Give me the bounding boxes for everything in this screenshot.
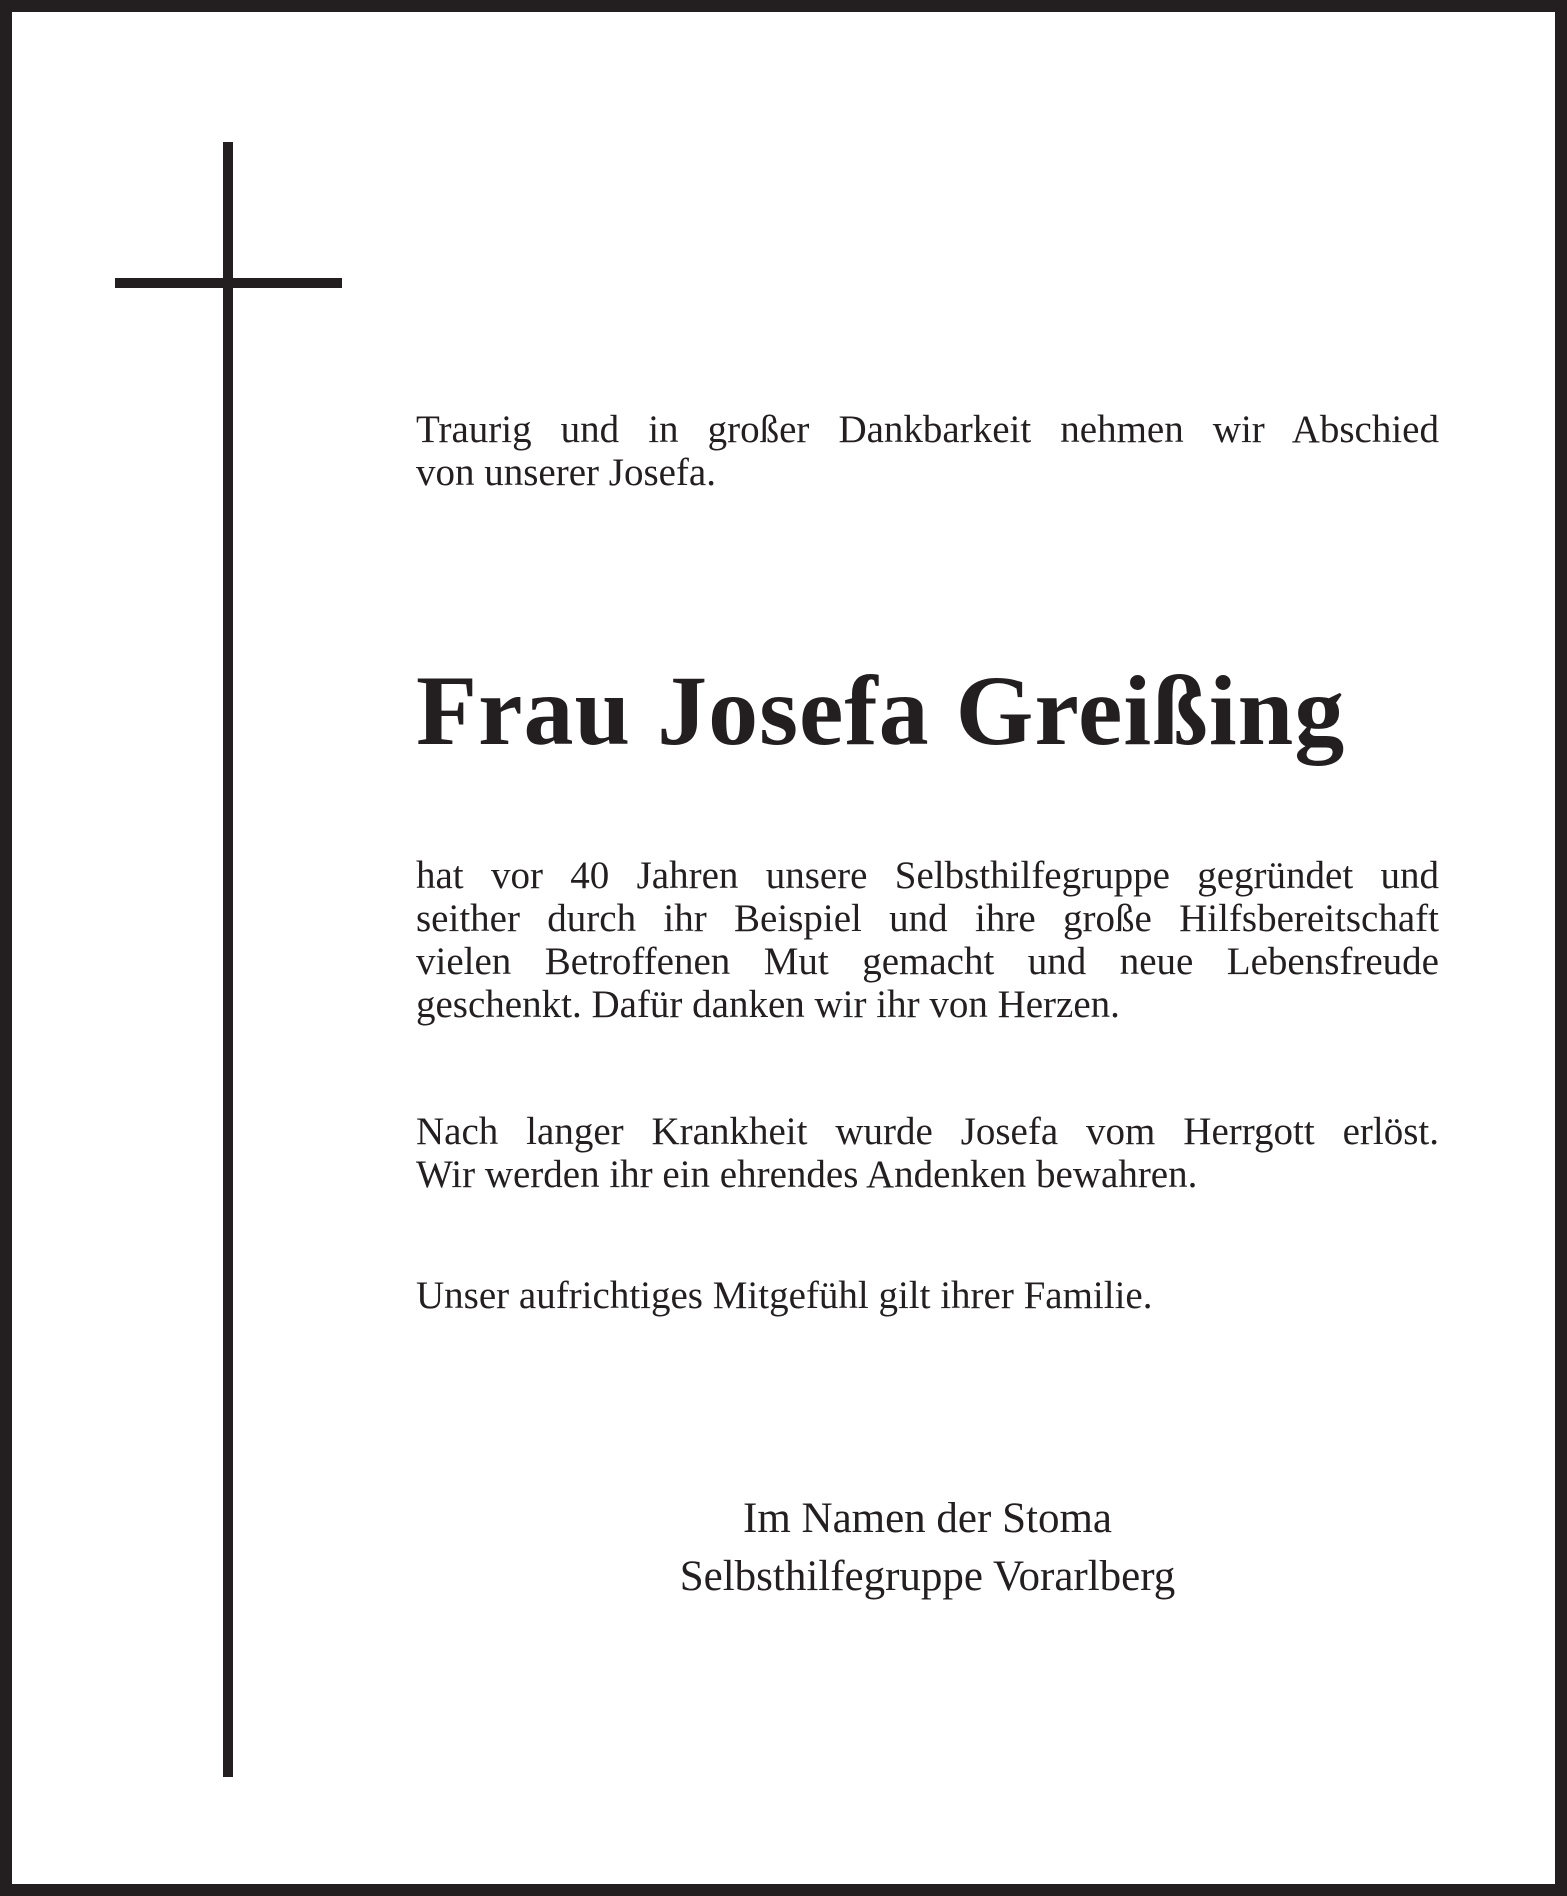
tribute-paragraph (416, 854, 1439, 1026)
passing-line: Nach langer Krankheit wurde Josefa vom Herrgott erlöst. (416, 1110, 1439, 1153)
condolence-paragraph (416, 1274, 1439, 1317)
passing-line: Wir werden ihr ein ehrendes Andenken bewahren. (416, 1153, 1198, 1196)
signature-line: Selbsthilfegruppe Vorarlberg (679, 1553, 1176, 1600)
intro-line: Traurig und in großer Dankbarkeit nehmen wir Abschied (416, 408, 1439, 451)
deceased-name: Frau Josefa Greißing (416, 655, 1346, 766)
signature-line: Im Namen der Stoma (743, 1495, 1112, 1542)
passing-paragraph (416, 1110, 1439, 1196)
tribute-line: hat vor 40 Jahren unsere Selbsthilfegruppe gegründet und (416, 854, 1439, 897)
intro-paragraph (416, 408, 1439, 494)
condolence-line: Unser aufrichtiges Mitgefühl gilt ihrer Familie. (416, 1274, 1153, 1317)
tribute-line: seither durch ihr Beispiel und ihre große Hilfsbereitschaft (416, 897, 1439, 940)
tribute-line: geschenkt. Dafür danken wir ihr von Herzen. (416, 983, 1120, 1026)
intro-line: von unserer Josefa. (416, 451, 716, 494)
tribute-line: vielen Betroffenen Mut gemacht und neue Lebensfreude (416, 940, 1439, 983)
cross-icon (223, 142, 233, 1777)
cross-icon-crossbar (115, 278, 342, 288)
signature-block (416, 1490, 1439, 1606)
